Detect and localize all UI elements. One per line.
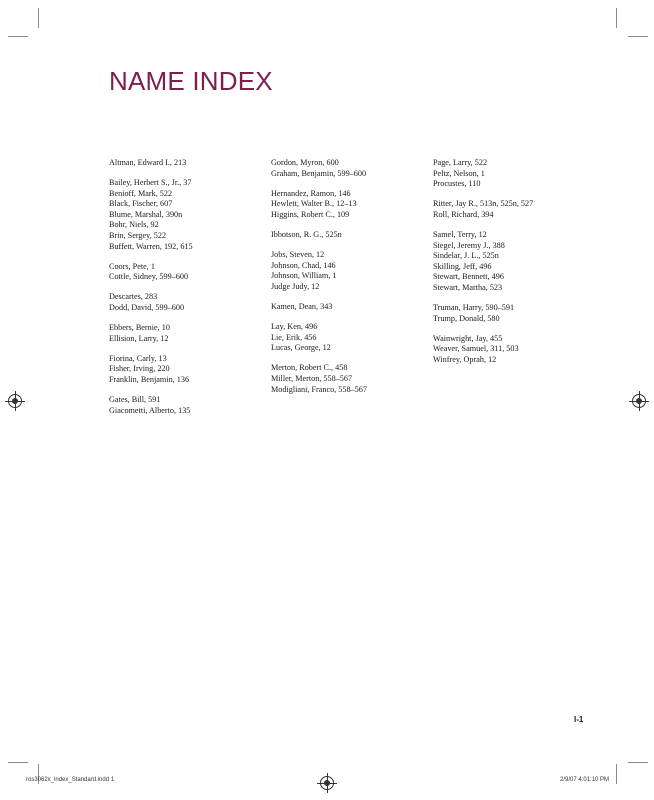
index-entry: Graham, Benjamin, 599–600: [271, 168, 367, 178]
crop-mark-top-right: [616, 8, 617, 28]
index-entry: Stewart, Bennett, 496: [433, 272, 504, 282]
index-letter-group: [109, 323, 269, 344]
index-entry: Blume, Marshal, 390n: [109, 209, 183, 219]
index-entry: Stewart, Martha, 523: [433, 282, 503, 292]
crop-mark-bottom-right: [616, 764, 617, 784]
index-entry: Judge Judy, 12: [271, 281, 320, 291]
index-letter-group: [109, 158, 269, 169]
index-entry: Sindelar, J. L., 525n: [433, 251, 499, 261]
index-entry: Lucas, George, 12: [271, 343, 331, 353]
index-letter-group: [433, 334, 593, 366]
index-entry: Lie, Erik, 456: [271, 332, 317, 342]
crop-mark-right-top: [628, 36, 648, 37]
index-entry: Fiorina, Carly, 13: [109, 353, 167, 363]
index-letter-group: [271, 302, 431, 313]
index-entry: Gates, Bill, 591: [109, 395, 161, 405]
index-entry: Lay, Ken, 496: [271, 322, 318, 332]
index-entry: Hewlett, Walter B., 12–13: [271, 199, 357, 209]
index-letter-group: [109, 395, 269, 416]
index-letter-group: [109, 262, 269, 283]
index-entry: Truman, Harry, 590–591: [433, 303, 515, 313]
crop-mark-left-top: [8, 36, 28, 37]
index-column-3: [433, 158, 593, 375]
registration-mark-left-icon: [8, 394, 22, 408]
index-letter-group: [271, 322, 431, 354]
index-entry: Franklin, Benjamin, 136: [109, 375, 190, 384]
index-entry: Coors, Pete, 1: [109, 261, 155, 271]
index-entry: Buffett, Warren, 192, 615: [109, 241, 193, 251]
index-letter-group: [271, 230, 431, 241]
index-letter-group: [433, 230, 593, 294]
index-entry: Procustes, 110: [433, 179, 481, 189]
index-entry: Peltz, Nelson, 1: [433, 168, 485, 178]
index-entry: Merton, Robert C., 458: [271, 363, 348, 373]
index-entry: Johnson, Chad, 146: [271, 260, 336, 270]
slug-timestamp: 2/9/07 4:01:10 PM: [560, 777, 610, 783]
index-entry: Dodd, David, 599–600: [109, 303, 185, 313]
index-entry: Benioff, Mark, 522: [109, 188, 173, 198]
page-number: I-1: [574, 715, 584, 724]
index-entry: Wainwright, Jay, 455: [433, 333, 503, 343]
index-letter-group: [433, 303, 593, 324]
index-entry: Gordon, Myron, 600: [271, 158, 339, 167]
index-column-2: [271, 158, 431, 405]
index-letter-group: [271, 363, 431, 395]
index-entry: Roll, Richard, 394: [433, 209, 494, 219]
crop-mark-right-bottom: [628, 762, 648, 763]
index-letter-group: [109, 292, 269, 313]
index-letter-group: [433, 158, 593, 190]
crop-mark-left-bottom: [8, 762, 28, 763]
index-letter-group: [433, 199, 593, 220]
index-entry: Ritter, Jay R., 513n, 525n, 527: [433, 199, 534, 209]
registration-mark-bottom-icon: [320, 776, 334, 790]
index-letter-group: [271, 158, 431, 179]
index-entry: Descartes, 283: [109, 292, 158, 302]
index-letter-group: [271, 189, 431, 221]
index-entry: Samel, Terry, 12: [433, 229, 487, 239]
index-entry: Jobs, Steven, 12: [271, 250, 325, 260]
index-entry: Hernandez, Ramon, 146: [271, 188, 351, 198]
index-entry: Giacometti, Alberto, 135: [109, 405, 191, 415]
registration-mark-right-icon: [632, 394, 646, 408]
index-entry: Cottle, Sidney, 599–600: [109, 272, 189, 282]
index-entry: Higgins, Robert C., 109: [271, 209, 350, 219]
index-entry: Johnson, William, 1: [271, 271, 337, 281]
index-entry: Brin, Sergey, 522: [109, 231, 167, 241]
index-entry: Fisher, Irving, 220: [109, 364, 170, 374]
index-letter-group: [109, 178, 269, 252]
index-entry: Black, Fischer, 607: [109, 199, 173, 209]
index-entry: Bohr, Niels, 92: [109, 220, 159, 230]
index-letter-group: [109, 354, 269, 386]
slug-file-name: ros3062x_index_Standard.indd 1: [26, 777, 115, 783]
index-entry: Winfrey, Oprah, 12: [433, 354, 497, 364]
index-entry: Modigliani, Franco, 558–567: [271, 384, 367, 394]
index-entry: Siegel, Jeremy J., 388: [433, 240, 505, 250]
index-entry: Altman, Edward I., 213: [109, 158, 187, 167]
index-entry: Ebbers, Bernie, 10: [109, 323, 170, 333]
index-entry: Weaver, Samuel, 311, 503: [433, 344, 519, 354]
index-entry: Trump, Donald, 580: [433, 313, 500, 323]
index-entry: Page, Larry, 522: [433, 158, 488, 167]
index-letter-group: [271, 250, 431, 292]
index-column-1: [109, 158, 269, 426]
page-title: NAME INDEX: [109, 66, 273, 96]
index-entry: Ibbotson, R. G., 525n: [271, 229, 342, 239]
index-entry: Kamen, Dean, 343: [271, 301, 333, 311]
index-entry: Miller, Merton, 558–567: [271, 373, 353, 383]
crop-mark-top-left: [38, 8, 39, 28]
index-entry: Ellision, Larry, 12: [109, 333, 169, 343]
index-entry: Bailey, Herbert S., Jr., 37: [109, 178, 192, 188]
index-entry: Skilling, Jeff, 496: [433, 261, 492, 271]
